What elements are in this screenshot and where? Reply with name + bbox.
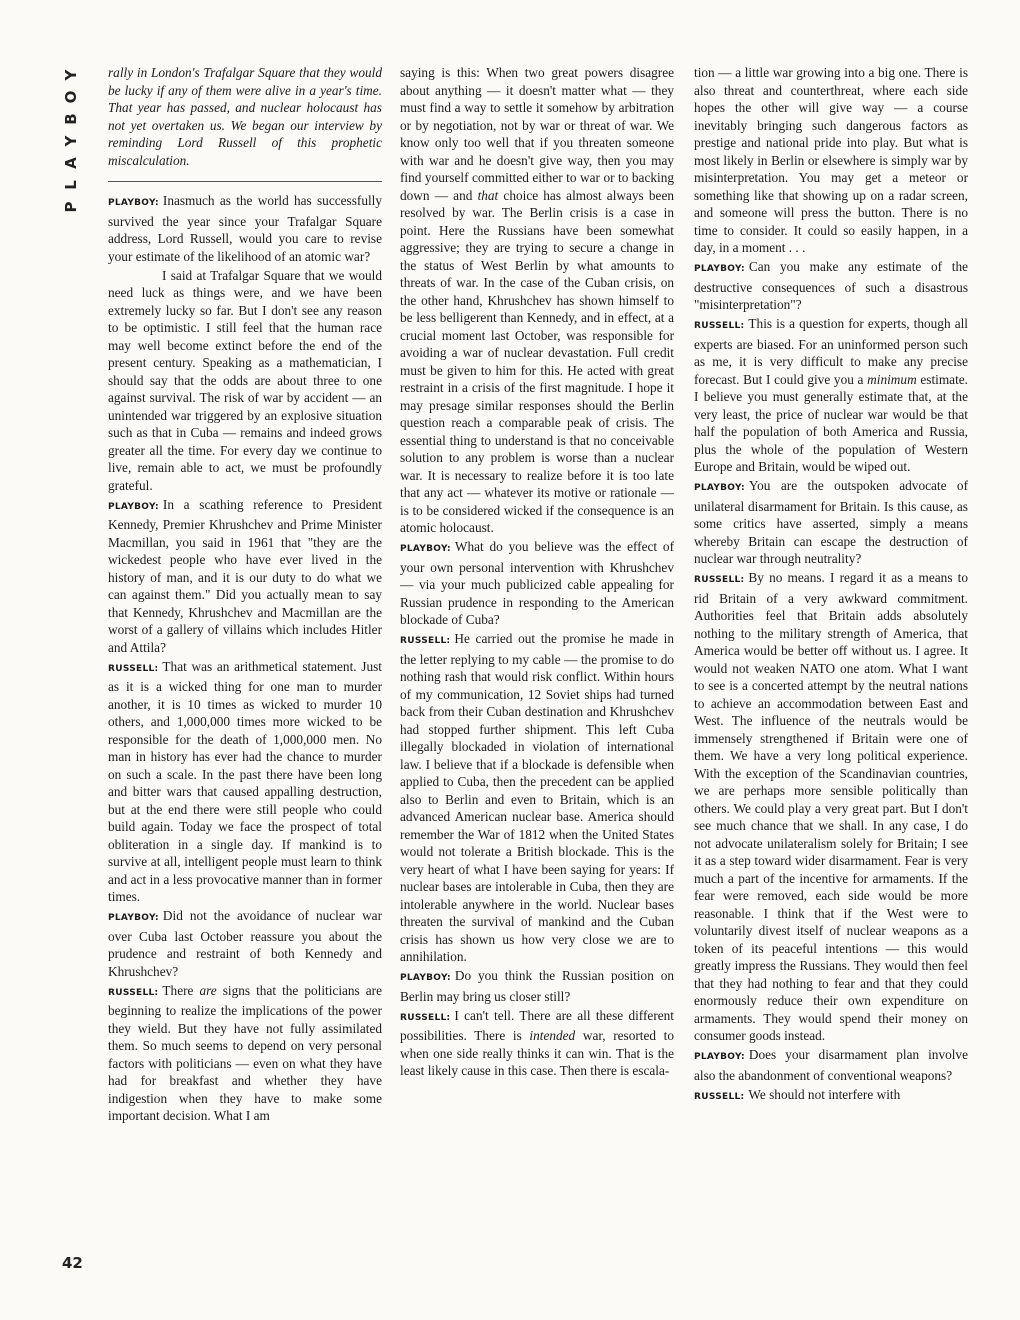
masthead-letter: Y: [62, 135, 80, 147]
paragraph-text: I can't tell. There are all these different possibilities. There is: [400, 1007, 674, 1043]
paragraph: I said at Trafalgar Square that we would need luck as things were, and we have been extremely lucky so far. But I don't see any reason to be optimistic. I still feel that the human race may well become extinct before the end of the present century. Speaking as a mathematician, I should say that the odds are about three to one against survival. The risk of war by accident — an unintended war triggered by an explosive situation such as that in Cuba — remains and indeed grows greater all the time. For every day we continue to live, remain able to act, we must be profoundly grateful.: [108, 267, 382, 493]
emphasis-text: minimum: [867, 371, 917, 387]
paragraph-text: You are the outspoken advocate of unilateral disarmament for Britain. Is this cause, as some critics have asserted, simply a means whereby Britain can escape the destruction of nuclear war through neutrality?: [694, 478, 968, 566]
masthead-letter: B: [62, 113, 80, 125]
paragraph-text: We should not interfere with: [748, 1086, 901, 1102]
paragraph: [694, 1046, 968, 1084]
emphasis-text: that: [477, 187, 499, 203]
paragraph: [400, 1007, 674, 1080]
paragraph-text: Did not the avoidance of nuclear war over Cuba last October reassure you about the prudence and restraint of both Kennedy and Khrushchev?: [108, 908, 382, 979]
page-number: 42: [62, 1254, 83, 1272]
speaker-label: RUSSELL:: [108, 663, 159, 674]
paragraph-text: Can you make any estimate of the destructive consequences of such a disastrous "misinterpretation"?: [694, 259, 968, 312]
paragraph-text: choice has almost always been resolved by war. The Berlin crisis is a case in point. Here the Russians have been somewhat aggressive; they are trying to secure a change in the status of West Berlin by what amounts to threats of war. In the case of the Cuban crisis, on the other hand, Khrushchev has shown himself to be less belligerent than Kennedy, and in effect, at a crucial moment last October, was responsible for avoiding a war of nuclear devastation. Full credit must be given to him for this. He acted with great restraint in a crisis of the first magnitude. I hope it may presage similar responses should the Berlin question reach a comparable peak of crisis. The essential thing to understand is that no conceivable solution to any problem is worse than a nuclear war. It is necessary to realize before it is too late that any act — whatever its motive or rationale — is to be considered wicked if the consequence is an atomic holocaust.: [400, 187, 674, 535]
paragraph: [400, 967, 674, 1005]
paragraph-text: What do you believe was the effect of your own personal intervention with Khrushchev — via your much publicized cable appealing for Russian prudence in responding to the American blockade of Cuba?: [400, 539, 674, 627]
paragraph: [694, 315, 968, 476]
speaker-label: RUSSELL:: [694, 321, 745, 331]
masthead-letter: Y: [62, 69, 80, 81]
emphasis-text: intended: [529, 1028, 576, 1043]
column-3: [694, 64, 968, 1274]
column-1: [108, 64, 382, 1274]
paragraph: tion — a little war growing into a big one. There is also threat and counterthreat, where each side hopes the other will give way — a course inevitably bringing such dangerous factors as prestige and national pride into play. But what is most likely in Berlin or elsewhere is simply war by misinterpretation. You may get a meteor or something like that showing up on a radar screen, and someone will press the button. There is no time to consider. It could so easily happen, in a day, in a moment . . .: [694, 65, 968, 255]
masthead-letter: L: [62, 180, 80, 190]
masthead-playboy: [58, 64, 84, 218]
emphasis-text: are: [199, 982, 217, 998]
paragraph-text: In a scathing reference to President Kennedy, Premier Khrushchev and Prime Minister Macmillan, you said in 1961 that "they are the wickedest people who have ever lived in the history of man, and it is our duty to do what we can against them." Did you actually mean to say that Kennedy, Khrushchev and Macmillan are the worst of a gallery of villains which includes Hitler and Attila?: [108, 496, 382, 655]
paragraph: [108, 982, 382, 1125]
paragraph: [694, 1086, 968, 1107]
paragraph: [694, 477, 968, 568]
paragraph-text: By no means. I regard it as a means to rid Britain of a very awkward commitment. Authorities feel that Britain adds absolutely nothing to the military strength of America, that America would be better off without us. I agree. It would not weaken NATO one atom. What I want to see is a concerted attempt by the neutral nations to achieve an accommodation between East and West. The influence of the neutrals would be immensely strengthened if Britain were one of them. We have a very long political experience. With the exception of the Scandinavian countries, we are perhaps more sensible politically than others. We could play a very great part. But I don't see much chance that we shall. In any case, I do not advocate unilateralism solely for Britain; I see it as a step toward wider disarmament. Fear is very much a part of the incentive for armaments. If the fear were removed, each side would be more reasonable. I think that if the West were to voluntarily divest itself of nuclear weapons as a token of its peaceful intentions — this would greatly impress the Russians. They would then feel that they had nothing to fear and that they could enormously reduce their own expenditure on armaments. They would spend their money on consumer goods instead.: [694, 570, 968, 1043]
speaker-label: PLAYBOY:: [694, 1052, 745, 1062]
paragraph-text: saying is this: When two great powers disagree about anything — it doesn't matter what — they must find a way to settle it somehow by arbitration or by negotiation, not by war or threat of war. We know only too well that if you threaten someone with war and he doesn't give way, then you may find yourself committed either to war or to backing down — and: [400, 65, 674, 203]
paragraph: [400, 630, 674, 966]
intro-paragraph: rally in London's Trafalgar Square that they would be lucky if any of them were alive in a year's time. That year has passed, and nuclear holocaust has not yet overtaken us. We began our interview by reminding Lord Russell of this prophetic miscalculation.: [108, 65, 382, 168]
speaker-label: PLAYBOY:: [400, 973, 451, 983]
paragraph: [108, 496, 382, 657]
column-2: [400, 64, 674, 1274]
paragraph: [108, 907, 382, 980]
paragraph-text: There: [162, 982, 194, 998]
speaker-label: PLAYBOY:: [108, 501, 159, 512]
speaker-label: RUSSELL:: [108, 987, 159, 998]
paragraph: [400, 538, 674, 629]
paragraph-text: estimate. I believe you must generally estimate that, at the very least, the price of nuclear war would be that half the population of both America and Russia, plus the whole of the population of Western Europe and Britain, would be wiped out.: [694, 371, 968, 474]
paragraph-text: war, resorted to when one side really thinks it can win. That is the least likely cause in this case. Then there is escala-: [400, 1028, 674, 1078]
paragraph: [694, 258, 968, 314]
paragraph-text: Inasmuch as the world has successfully survived the year since your Trafalgar Square address, Lord Russell, would you care to revise your estimate of the likelihood of an atomic war?: [108, 193, 382, 264]
speaker-label: PLAYBOY:: [108, 198, 159, 208]
paragraph-text: This is a question for experts, though all experts are biased. For an uninformed person such as me, it is very difficult to make any precise forecast. But I could give you a: [694, 316, 968, 387]
speaker-label: RUSSELL:: [400, 1012, 451, 1023]
speaker-label: RUSSELL:: [400, 636, 451, 646]
paragraph-text: Does your disarmament plan involve also the abandonment of conventional weapons?: [694, 1047, 968, 1083]
speaker-label: RUSSELL:: [694, 1091, 745, 1102]
paragraph: [108, 658, 382, 906]
masthead-letter: A: [62, 157, 80, 169]
masthead-letter: O: [62, 90, 80, 104]
paragraph: [108, 192, 382, 265]
paragraph: [694, 569, 968, 1045]
speaker-label: PLAYBOY:: [694, 264, 745, 274]
paragraph: [400, 64, 674, 537]
paragraph-text: That was an arithmetical statement. Just as it is a wicked thing for one man to murder another, it is 10 times as wicked to murder 10 others, and 1,000,000 times more wicked to be responsible for the death of 1,000,000 men. No man in history has ever had the chance to murder on such a scale. In the past there have been long and bitter wars that caused appalling destruction, but at the end there were still people who could build again. Today we face the prospect of total obliteration in a single day. If mankind is to survive at all, intelligent people must learn to think and act in a less provocative manner than in former times.: [108, 658, 382, 904]
paragraph-text: signs that the politicians are beginning to realize the implications of the power they wield. But they have not fully assimilated them. So much seems to depend on very personal factors with politicians — even on what they have had for breakfast and whether they have indigestion when they have to make some important decision. What I am: [108, 982, 382, 1123]
speaker-label: PLAYBOY:: [694, 483, 745, 493]
paragraph-text: Do you think the Russian position on Berlin may bring us closer still?: [400, 968, 674, 1004]
paragraph-text: He carried out the promise he made in the letter replying to my cable — the promise to do nothing rash that would risk conflict. Within hours of my communication, 12 Soviet ships had turned back from their Cuban destination and Khrushchev had stopped further shipment. This left Cuba illegally blockaded in violation of international law. I believe that if a blockade is defensible when applied to Cuba, then the precedent can be applied also to Berlin and even to Britain, which is an advanced American nuclear base. America should remember the War of 1812 when the United States would not tolerate a British blockade. This is the very heart of what I have been saying for years: If nuclear bases are intolerable in Cuba, then they are intolerable anywhere in the world. Nuclear bases threaten the survival of mankind and the Cuban crisis has shown us how very close we are to annihilation.: [400, 631, 674, 964]
speaker-label: RUSSELL:: [694, 575, 745, 585]
section-divider: [108, 181, 382, 182]
masthead-letter: P: [62, 201, 80, 213]
speaker-label: PLAYBOY:: [108, 913, 159, 923]
speaker-label: PLAYBOY:: [400, 544, 451, 554]
